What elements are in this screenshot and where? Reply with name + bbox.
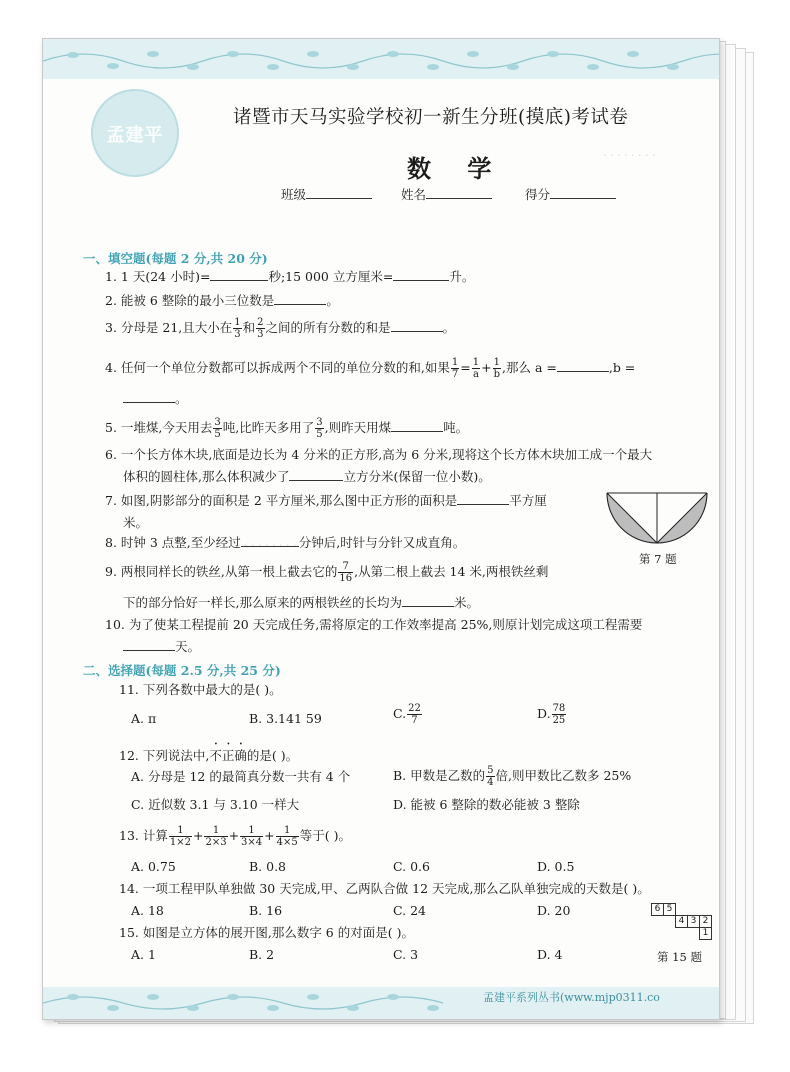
fraction: $\frac{78}{25}$ [552,703,566,726]
answer-blank[interactable] [274,293,326,305]
answer-blank[interactable] [457,493,509,505]
fraction: $\frac{1}{4\times 5}$ [276,825,298,848]
bleed-through-text: · · · · · · · · [603,149,656,162]
answer-blank[interactable] [391,320,443,332]
fraction: $\frac{3}{5}$ [214,417,221,440]
net-cell: 3 [687,915,700,928]
option-11-c[interactable]: C. $\frac{22}{7}$ [393,703,421,726]
answer-blank[interactable] [123,391,175,403]
score-field [525,187,616,203]
question-7-line-1: 7. 如图,阴影部分的面积是 2 平方厘米,那么图中正方形的面积是 平方厘 [105,493,547,508]
question-4-line-1: 4. 任何一个单位分数都可以拆成两个不同的单位分数的和,如果 $\frac{1}{7}$ = $\frac{1}{a}$ + $\frac{1}{b}$ ,那么 a = ,b = [105,357,636,380]
question-6-line-1: 6. 一个长方体木块,底面是边长为 4 分米的正方形,高为 6 分米,现将这个长方体木块加工成一个最大 [105,447,653,462]
net-cell: 1 [699,927,712,940]
question-1: 1. 1 天(24 小时)= 秒;15 000 立方厘米= 升。 [105,269,475,284]
question-11: 11. 下列各数中最大的是( )。 [119,682,282,697]
question-10-line-2: 天。 [123,639,200,655]
option-14-b[interactable]: B. 16 [249,903,283,918]
answer-blank[interactable] [402,595,454,607]
fraction: $\frac{7}{16}$ [339,561,353,584]
option-15-a[interactable]: A. 1 [131,947,156,962]
fraction: $\frac{5}{4}$ [487,765,494,788]
question-8: 8. 时钟 3 点整,至少经过 分钟后,时针与分针又成直角。 [105,535,466,550]
fraction: $\frac{3}{5}$ [316,417,323,440]
option-12-b[interactable]: B. 甲数是乙数的 $\frac{5}{4}$ 倍,则甲数比乙数多 25% [393,765,632,788]
logo-text: 孟建平 [106,125,164,146]
question-5: 5. 一堆煤,今天用去 $\frac{3}{5}$ 吨,比昨天多用了 $\frac{3}{5}$ ,则昨天用煤 吨。 [105,417,469,440]
fraction: $\frac{2}{3}$ [257,317,264,340]
net-cell: 4 [675,915,688,928]
answer-blank[interactable] [391,420,443,432]
option-14-d[interactable]: D. 20 [537,903,571,918]
net-cell: 6 [651,903,664,916]
fraction: $\frac{1}{b}$ [493,357,500,380]
score-label: 得分 [525,187,551,202]
question-15: 15. 如图是立方体的展开图,那么数字 6 的对面是( )。 [119,925,414,940]
question-12: 12. 下列说法中,不正确的是( )。 [119,748,299,763]
question-9-line-2: 下的部分恰好一样长,那么原来的两根铁丝的长均为 米。 [123,595,479,610]
question-4-line-2: 。 [123,391,188,407]
option-14-a[interactable]: A. 18 [131,903,164,918]
answer-blank[interactable] [123,639,175,651]
option-14-c[interactable]: C. 24 [393,903,426,918]
top-vine-decoration [43,39,719,79]
section1-heading: 一、填空题(每题 2 分,共 20 分) [83,251,268,266]
section2-heading: 二、选择题(每题 2.5 分,共 25 分) [83,663,281,678]
question-10-line-1: 10. 为了使某工程提前 20 天完成任务,需将原定的工作效率提高 25%,则原计划完成这项工程需要 [105,617,643,632]
question-7-line-2: 米。 [123,515,149,530]
fraction: $\frac{1}{2\times 3}$ [205,825,227,848]
answer-blank[interactable] [393,269,449,281]
option-13-d[interactable]: D. 0.5 [537,859,575,874]
fraction: $\frac{22}{7}$ [408,703,421,726]
option-15-b[interactable]: B. 2 [249,947,275,962]
option-15-c[interactable]: C. 3 [393,947,419,962]
publisher-footer: 孟建平系列丛书(www.mjp0311.co [483,991,660,1004]
fraction: $\frac{1}{3}$ [234,317,241,340]
answer-blank[interactable] [210,269,268,281]
class-label: 班级 [281,187,307,202]
net-cell: 2 [699,915,712,928]
figure-7-semicircle-diagram [605,491,709,549]
answer-blank[interactable] [557,360,609,372]
option-13-b[interactable]: B. 0.8 [249,859,287,874]
option-13-a[interactable]: A. 0.75 [131,859,176,874]
fraction: $\frac{1}{3\times 4}$ [241,825,263,848]
name-field [401,187,492,203]
question-2: 2. 能被 6 整除的最小三位数是 。 [105,293,339,308]
option-11-b[interactable]: B. 3.141 59 [249,711,322,726]
bleed-through-text: · · · · · · · · · · · · · · · · [223,539,332,552]
exam-page [42,38,720,1020]
question-6-line-2: 体积的圆柱体,那么体积减少了 立方分米(保留一位小数)。 [123,469,491,484]
name-label: 姓名 [401,187,427,202]
fraction: $\frac{1}{a}$ [472,357,480,380]
emphasized-text: 不正确 [209,748,247,763]
question-14: 14. 一项工程甲队单独做 30 天完成,甲、乙两队合做 12 天完成,那么乙队单独完成的天数是( )。 [119,881,650,896]
subject-title: 数 学 [407,154,506,183]
answer-blank[interactable] [289,469,343,481]
question-3: 3. 分母是 21,且大小在 $\frac{1}{3}$ 和 $\frac{2}{3}$ 之间的所有分数的和是 。 [105,317,456,340]
class-field [281,187,372,203]
figure-15-caption: 第 15 题 [657,950,702,964]
net-cell: 5 [663,903,676,916]
question-13: 13. 计算 $\frac{1}{1\times 2}$ + $\frac{1}{2\times 3}$ + $\frac{1}{3\times 4}$ + $\frac{1}{4\times 5}$ 等于( )。 [119,825,351,848]
answer-blank[interactable] [241,535,299,547]
option-13-c[interactable]: C. 0.6 [393,859,430,874]
publisher-logo [91,89,179,177]
option-15-d[interactable]: D. 4 [537,947,563,962]
figure-7-caption: 第 7 题 [639,552,677,566]
fraction: $\frac{1}{7}$ [451,357,459,380]
exam-title: 诸暨市天马实验学校初一新生分班(摸底)考试卷 [233,107,629,128]
option-12-c[interactable]: C. 近似数 3.1 与 3.10 一样大 [131,797,300,812]
fraction: $\frac{1}{1\times 2}$ [169,825,191,848]
option-11-a[interactable]: A. π [131,711,157,726]
option-11-d[interactable]: D. $\frac{78}{25}$ [537,703,566,726]
option-12-a[interactable]: A. 分母是 12 的最简真分数一共有 4 个 [131,769,351,784]
option-12-d[interactable]: D. 能被 6 整除的数必能被 3 整除 [393,797,580,812]
question-9-line-1: 9. 两根同样长的铁丝,从第一根上截去它的 $\frac{7}{16}$ ,从第二根上截去 14 米,两根铁丝剩 [105,561,549,584]
